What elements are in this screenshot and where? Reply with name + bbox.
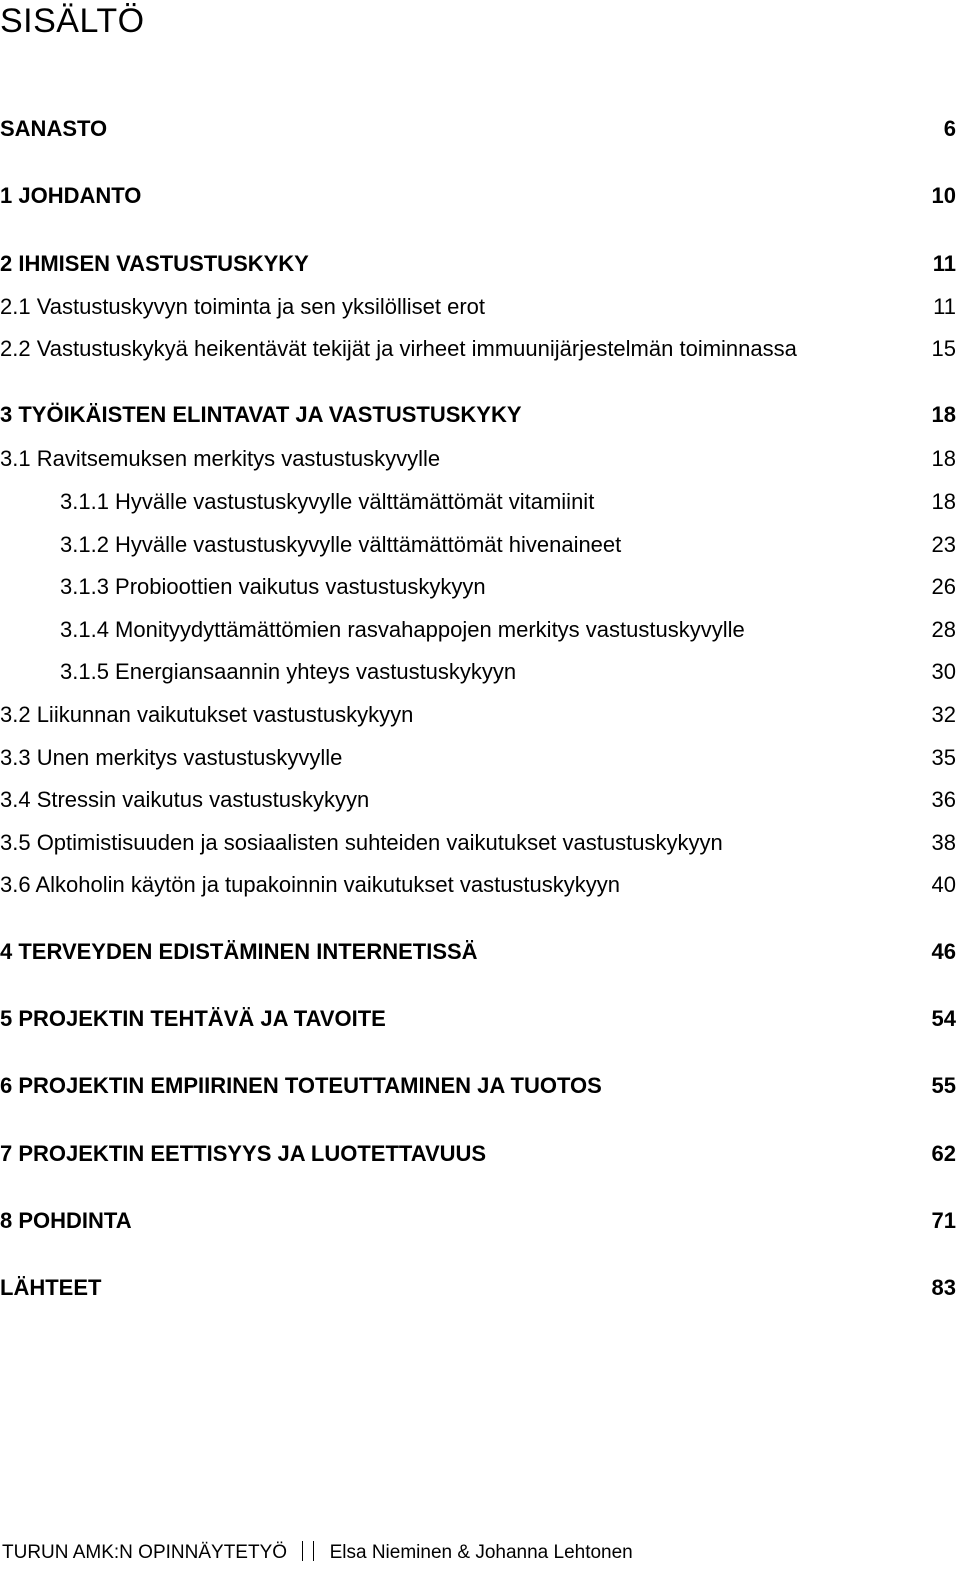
toc-entry [0,249,956,279]
toc-entry-page-number: 83 [931,1275,956,1300]
toc-entry-page-number: 54 [931,1006,956,1031]
toc-entry [0,572,956,602]
toc-entry-label: 8 POHDINTA [0,1208,132,1233]
toc-entry-page-number: 10 [931,183,956,208]
toc-entry [0,181,956,211]
toc-entry-label: 3.5 Optimistisuuden ja sosiaalisten suhteiden vaikutukset vastustuskykyyn [0,830,723,855]
toc-entry-page-number: 11 [932,251,956,276]
page-footer [2,1538,633,1568]
toc-entry [0,114,956,144]
toc-entry [0,743,956,773]
toc-entry [0,1071,956,1101]
toc-entry-label: 3.4 Stressin vaikutus vastustuskykyyn [0,787,370,812]
toc-entry-page-number: 18 [931,402,956,427]
toc-entry-label: 3.1.4 Monityydyttämättömien rasvahappojen merkitys vastustuskyvylle [60,617,745,642]
toc-entry-label: 3.2 Liikunnan vaikutukset vastustuskykyyn [0,702,414,727]
page-title: SISÄLTÖ [0,2,145,40]
toc-entry-page-number: 26 [931,574,956,599]
toc-entry-page-number: 18 [931,446,956,471]
toc-entry-label: 2.2 Vastustuskykyä heikentävät tekijät ja virheet immuunijärjestelmän toiminnassa [0,336,797,361]
toc-entry [0,785,956,815]
toc-entry [0,400,956,430]
toc-entry-page-number: 40 [931,872,956,897]
toc-entry-label: 5 PROJEKTIN TEHTÄVÄ JA TAVOITE [0,1006,386,1031]
toc-entry-page-number: 36 [931,787,956,812]
toc-entry-page-number: 11 [933,294,956,319]
toc-entry [0,657,956,687]
toc-entry [0,334,956,364]
footer-separator [313,1541,314,1561]
toc-entry-label: 3.1.1 Hyvälle vastustuskyvylle välttämättömät vitamiinit [60,489,595,514]
toc-entry-page-number: 62 [931,1141,956,1166]
toc-entry-page-number: 71 [931,1208,956,1233]
toc-entry [0,615,956,645]
toc-entry-label: 3.3 Unen merkitys vastustuskyvylle [0,745,343,770]
toc-entry-page-number: 55 [931,1073,956,1098]
toc-entry-label: 3.6 Alkoholin käytön ja tupakoinnin vaikutukset vastustuskykyyn [0,872,621,897]
toc-entry-label: 2 IHMISEN VASTUSTUSKYKY [0,251,309,276]
toc-entry [0,487,956,517]
toc-entry-page-number: 18 [931,489,956,514]
toc-entry-label: 3.1.5 Energiansaannin yhteys vastustuskykyyn [60,659,517,684]
footer-institution: TURUN AMK:N OPINNÄYTETYÖ [2,1542,288,1563]
footer-separator [302,1541,303,1561]
toc-entry [0,1004,956,1034]
toc-entry-label: 3 TYÖIKÄISTEN ELINTAVAT JA VASTUSTUSKYKY [0,402,522,427]
toc-entry [0,530,956,560]
toc-entry-label: 7 PROJEKTIN EETTISYYS JA LUOTETTAVUUS [0,1141,487,1166]
toc-entry-page-number: 35 [931,745,956,770]
toc-entry [0,292,956,322]
toc-entry [0,1206,956,1236]
toc-entry [0,1139,956,1169]
toc-entry-page-number: 15 [931,336,956,361]
toc-entry [0,828,956,858]
toc-entry [0,444,956,474]
toc-entry-label: 6 PROJEKTIN EMPIIRINEN TOTEUTTAMINEN JA TUOTOS [0,1073,602,1098]
toc-entry-page-number: 23 [931,532,956,557]
toc-entry-label: LÄHTEET [0,1275,102,1300]
toc-entry [0,937,956,967]
toc-entry-label: SANASTO [0,116,108,141]
toc-entry-page-number: 28 [931,617,956,642]
toc-entry-page-number: 38 [931,830,956,855]
toc-entry-page-number: 6 [943,116,956,141]
toc-entry-page-number: 32 [931,702,956,727]
toc-entry-page-number: 30 [931,659,956,684]
toc-entry [0,1273,956,1303]
toc-entry [0,870,956,900]
footer-authors: Elsa Nieminen & Johanna Lehtonen [329,1542,633,1563]
toc-entry-label: 3.1.2 Hyvälle vastustuskyvylle välttämättömät hivenaineet [60,532,622,557]
toc-entry-label: 2.1 Vastustuskyvyn toiminta ja sen yksilölliset erot [0,294,486,319]
toc-entry-label: 4 TERVEYDEN EDISTÄMINEN INTERNETISSÄ [0,939,478,964]
toc-entry-label: 3.1 Ravitsemuksen merkitys vastustuskyvylle [0,446,441,471]
toc-entry [0,700,956,730]
toc-entry-label: 1 JOHDANTO [0,183,142,208]
toc-entry-page-number: 46 [931,939,956,964]
toc-entry-label: 3.1.3 Probioottien vaikutus vastustuskykyyn [60,574,486,599]
